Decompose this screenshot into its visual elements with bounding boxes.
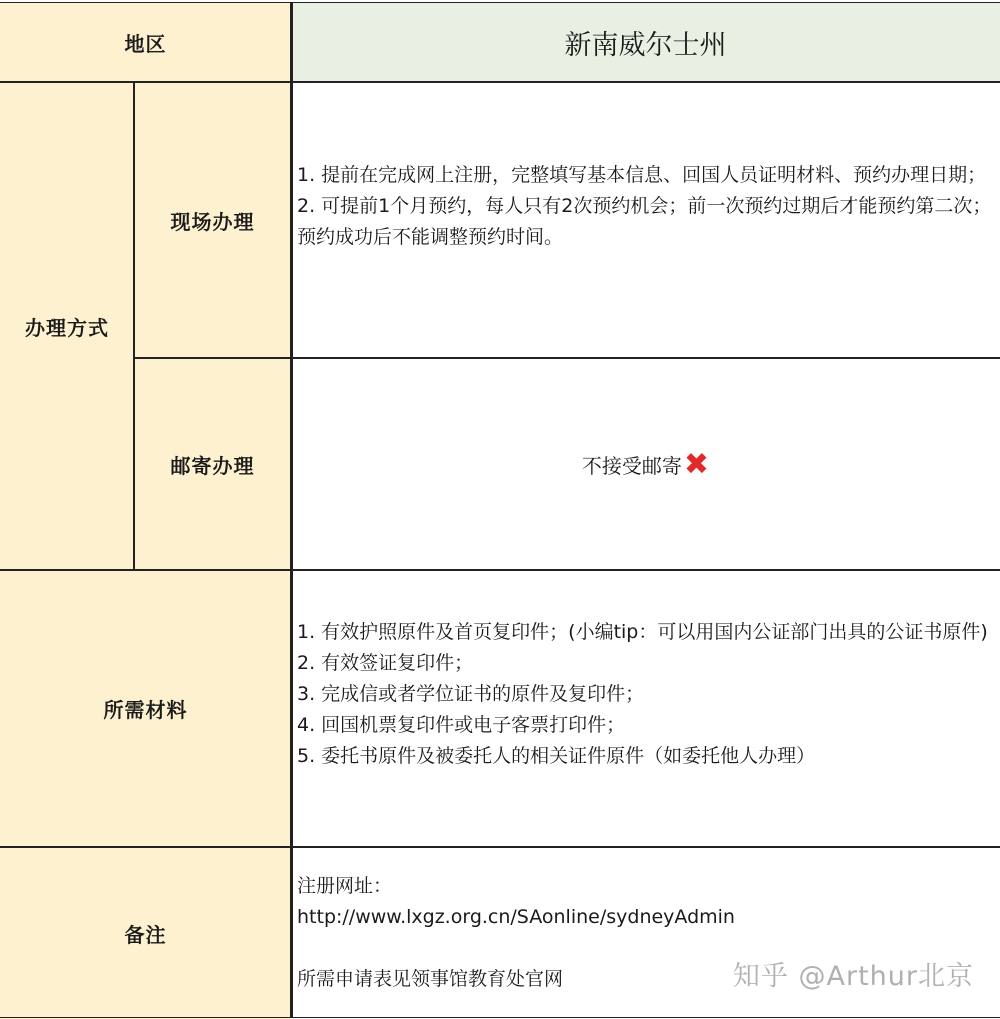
materials-label: 所需材料 <box>103 698 188 722</box>
grid-line-method-mid <box>134 357 1000 359</box>
onsite-line-2: 2. 可提前1个月预约，每人只有2次预约机会；前一次预约过期后才能预约第二次；预约成功后不能调整预约时间。 <box>297 195 992 248</box>
mail-label: 邮寄办理 <box>170 453 255 478</box>
materials-line-5: 5. 委托书原件及被委托人的相关证件原件（如委托他人办理） <box>297 745 816 767</box>
cross-mark-icon: ✖ <box>683 446 710 482</box>
onsite-line-1: 1. 提前在完成网上注册，完整填写基本信息、回国人员证明材料、预约办理日期； <box>297 164 987 186</box>
method-label-cell <box>0 82 134 570</box>
grid-line-bottom <box>0 1017 1000 1018</box>
grid-line-col1 <box>133 82 135 570</box>
materials-line-3: 3. 完成信或者学位证书的原件及复印件； <box>297 683 645 705</box>
materials-line-4: 4. 回国机票复印件或电子客票打印件； <box>297 714 626 736</box>
notes-label-cell <box>0 847 291 1019</box>
notes-label: 备注 <box>124 922 167 947</box>
method-label: 办理方式 <box>25 315 109 340</box>
region-value: 新南威尔士州 <box>564 30 727 61</box>
registration-url: http://www.lxgz.org.cn/SAonline/sydneyAdmin <box>297 906 735 928</box>
grid-line-row4 <box>0 846 1000 848</box>
notes-content-cell <box>291 847 1000 1019</box>
mail-content-cell <box>291 358 1000 570</box>
mail-text: 不接受邮寄 <box>581 453 682 478</box>
region-label-cell <box>0 3 291 82</box>
region-label: 地区 <box>124 32 167 56</box>
grid-line-col2 <box>290 2 293 1018</box>
onsite-label: 现场办理 <box>170 209 255 234</box>
onsite-label-cell <box>134 82 291 358</box>
materials-content-cell <box>291 570 1000 847</box>
grid-line-row3 <box>0 569 1000 571</box>
region-value-cell <box>291 3 1000 82</box>
mail-label-cell <box>134 358 291 570</box>
notes-reg-label: 注册网址： <box>297 875 393 897</box>
materials-line-2: 2. 有效签证复印件； <box>297 652 474 674</box>
watermark: 知乎 @Arthur北京 <box>732 961 974 992</box>
grid-line-top <box>0 2 1000 3</box>
notes-form-note: 所需申请表见领事馆教育处官网 <box>297 968 564 990</box>
grid-line-row1 <box>0 81 1000 83</box>
materials-line-1: 1. 有效护照原件及首页复印件；(小编tip：可以用国内公证部门出具的公证书原件) <box>297 621 988 643</box>
onsite-content-cell <box>291 82 1000 358</box>
materials-label-cell <box>0 570 291 847</box>
